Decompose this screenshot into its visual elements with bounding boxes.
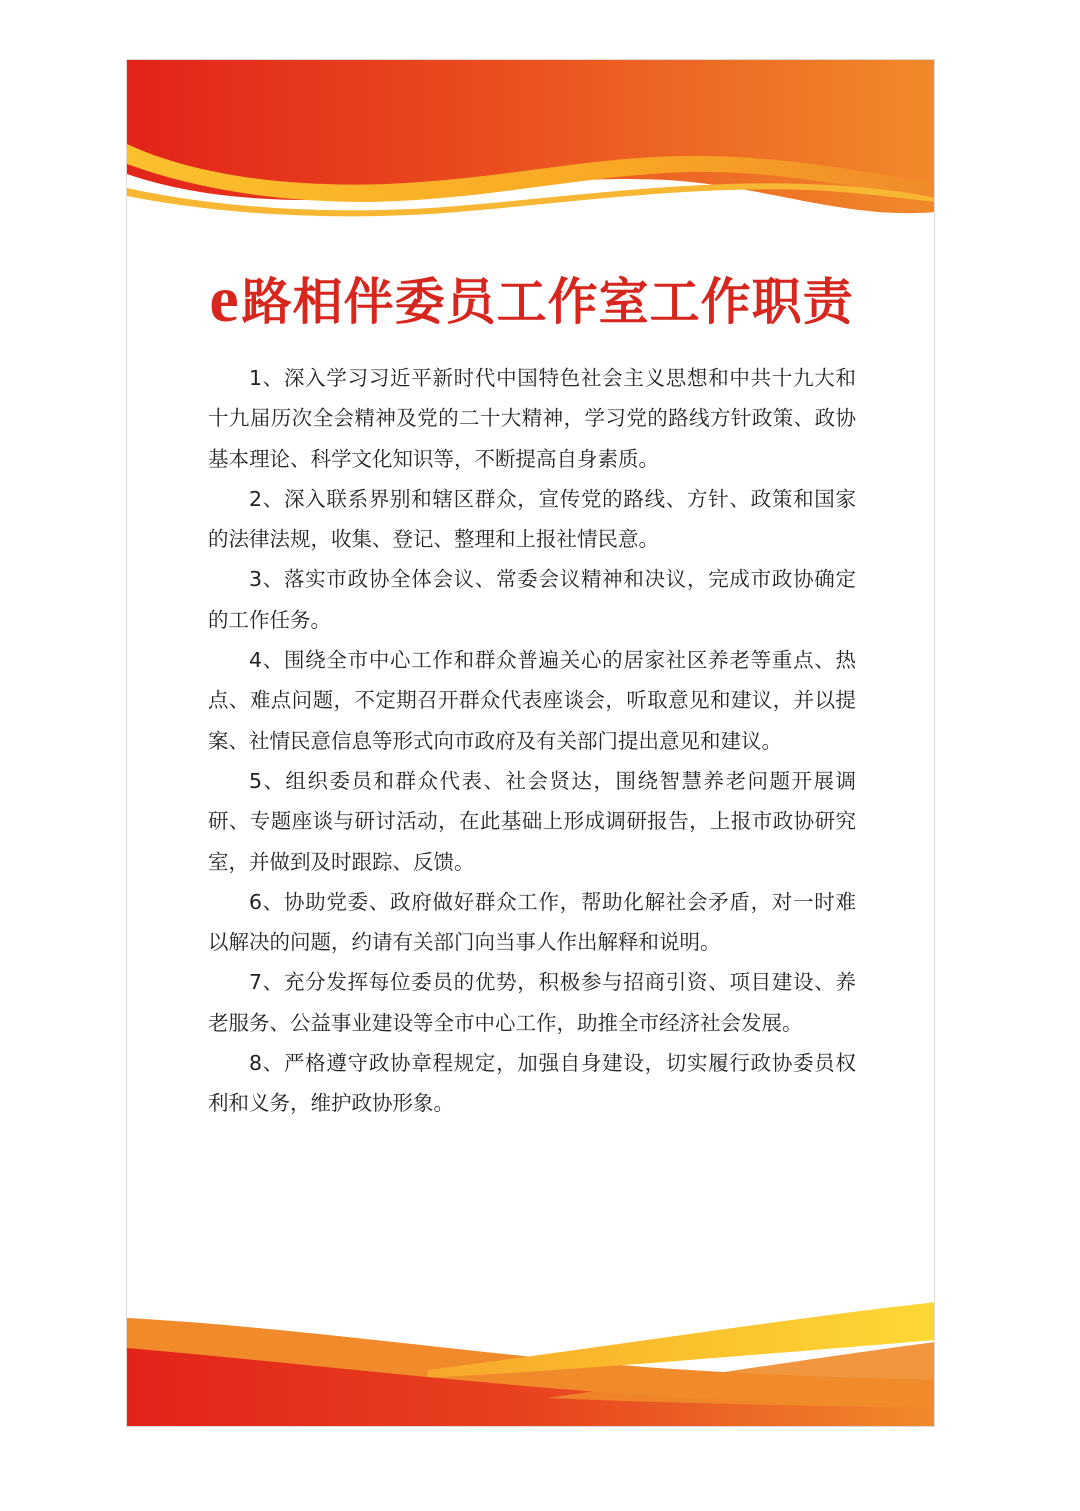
duty-item: 1、深入学习习近平新时代中国特色社会主义思想和中共十九大和十九届历次全会精神及党的二十大精神，学习党的路线方针政策、政协基本理论、科学文化知识等，不断提高自身素质。 [208, 366, 856, 471]
duty-item: 8、严格遵守政协章程规定，加强自身建设，切实履行政协委员权利和义务，维护政协形象。 [208, 1051, 856, 1116]
title-text: 路相伴委员工作室工作职责 [241, 272, 854, 331]
duty-item: 2、深入联系界别和辖区群众，宣传党的路线、方针、政策和国家的法律法规，收集、登记、整理和上报社情民意。 [208, 486, 856, 552]
duty-item: 6、协助党委、政府做好群众工作，帮助化解社会矛盾，对一时难以解决的问题，约请有关部门向当事人作出解释和说明。 [208, 889, 856, 955]
duty-item: 5、组织委员和群众代表、社会贤达，围绕智慧养老问题开展调研、专题座谈与研讨活动，在此基础上形成调研报告，上报市政协研究室，并做到及时跟踪、反馈。 [208, 768, 856, 874]
bottom-decorative-banner [127, 1286, 935, 1426]
page-title [127, 265, 935, 337]
top-decorative-banner [127, 60, 935, 230]
duty-item: 7、充分发挥每位委员的优势，积极参与招商引资、项目建设、养老服务、公益事业建设等全市中心工作，助推全市经济社会发展。 [208, 970, 856, 1035]
poster [126, 59, 935, 1427]
duty-item: 4、围绕全市中心工作和群众普遍关心的居家社区养老等重点、热点、难点问题，不定期召开群众代表座谈会，听取意见和建议，并以提案、社情民意信息等形式向市政府及有关部门提出意见和建议。 [208, 648, 856, 753]
duty-item: 3、落实市政协全体会议、常委会议精神和决议，完成市政协确定的工作任务。 [208, 567, 856, 632]
title-prefix: e [209, 263, 240, 336]
duties-list [208, 358, 856, 1124]
